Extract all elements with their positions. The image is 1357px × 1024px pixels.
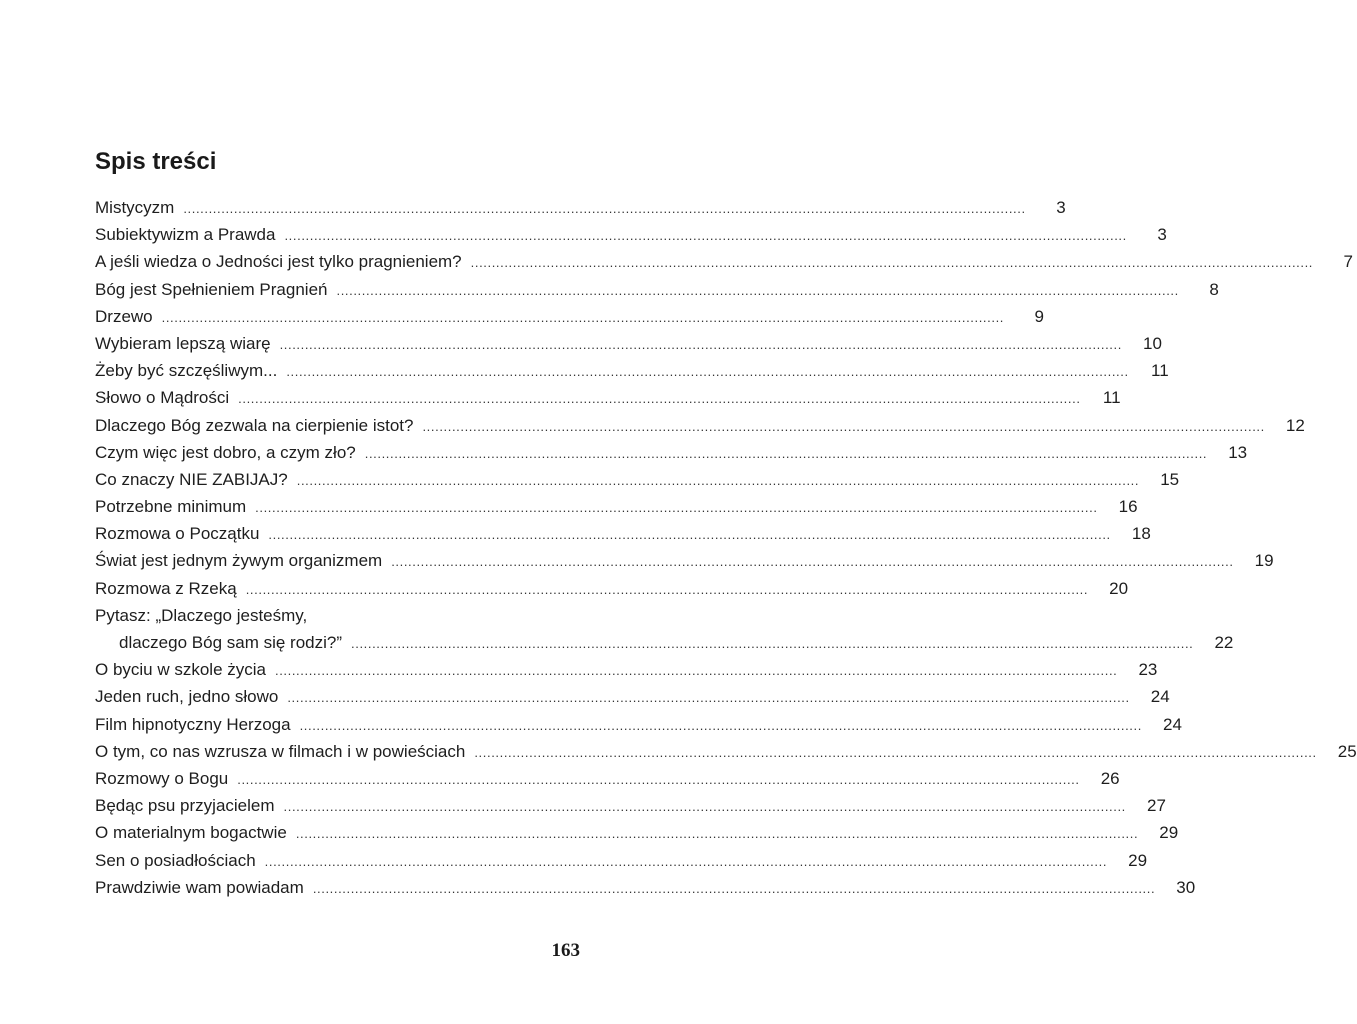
toc-page-number: 11 [1102,388,1121,408]
dot-leader: ........................................................................................................................................................................................................ [264,853,1108,869]
toc-entry [95,384,1121,411]
toc-entry-line [95,847,1148,874]
toc-entry-title: Żeby być szczęśliwym... [95,361,278,381]
toc-entry-title: Świat jest jednym żywym organizmem [95,551,383,571]
toc-entry-line [95,221,1167,248]
toc-entry-line [95,738,1357,765]
toc-entry-line [95,683,1170,710]
dot-leader: ........................................................................................................................................................................................................ [245,581,1089,597]
page-title: Spis treści [95,148,217,175]
toc-entry-title: Subiektywizm a Prawda [95,225,276,245]
toc-page-number: 18 [1131,524,1151,544]
dot-leader: ........................................................................................................................................................................................................ [336,282,1179,298]
dot-leader: ........................................................................................................................................................................................................ [364,445,1208,461]
toc-entry [95,602,1234,656]
toc-entry-title: Potrzebne minimum [95,497,247,517]
dot-leader: ........................................................................................................................................................................................................ [183,201,1026,216]
toc-entry-title: Prawdziwie wam powiadam [95,877,304,897]
toc-entry [95,357,1169,384]
toc-page-number: 22 [1214,633,1234,652]
toc-page-number: 19 [1254,551,1274,571]
toc-entry [95,466,1180,493]
dot-leader: ........................................................................................................................................................................................................ [470,255,1314,271]
toc-page-number: 29 [1159,823,1179,843]
toc-page-number: 24 [1150,687,1170,707]
toc-entry-title: dlaczego Bóg sam się rodzi?” [119,633,343,652]
toc-entry [95,520,1151,547]
toc-page-number: 20 [1109,578,1129,598]
page-number: 163 [551,940,580,961]
toc-entry-title: Będąc psu przyjacielem [95,796,275,816]
toc-entry-line [95,575,1129,602]
table-of-contents [95,194,1357,901]
toc-entry-line [95,248,1354,275]
toc-entry-title: Czym więc jest dobro, a czym zło? [95,442,356,462]
toc-entry-title: A jeśli wiedza o Jedności jest tylko pragnieniem? [95,252,462,272]
toc-entry-title: Dlaczego Bóg zezwala na cierpienie istot? [95,415,414,435]
toc-page-number: 25 [1337,741,1357,761]
toc-entry [95,330,1162,357]
toc-entry [95,847,1148,874]
toc-page-number: 26 [1100,768,1120,788]
toc-entry-title: Pytasz: „Dlaczego jesteśmy, [95,605,308,625]
toc-entry [95,303,1044,330]
toc-entry-line [95,711,1182,738]
toc-entry-line [95,547,1274,574]
toc-entry-title: Film hipnotyczny Herzoga [95,714,291,734]
toc-entry-title: O byciu w szkole życia [95,660,266,680]
dot-leader: ........................................................................................................................................................................................................ [295,826,1139,842]
toc-entry-line [95,194,1066,221]
toc-entry-line [95,330,1162,357]
toc-entry-title: Drzewo [95,306,153,326]
toc-entry-title: Bóg jest Spełnieniem Pragnień [95,279,328,299]
dot-leader: ........................................................................................................................................................................................................ [284,228,1127,244]
toc-page-number: 11 [1151,361,1169,381]
toc-page-number: 16 [1118,497,1138,517]
toc-entry [95,765,1120,792]
toc-entry-line [95,439,1248,466]
toc-entry-line [95,466,1180,493]
toc-entry [95,792,1166,819]
dot-leader: ........................................................................................................................................................................................................ [255,500,1098,516]
toc-entry [95,711,1182,738]
toc-entry-line [95,276,1219,303]
toc-page-number: 10 [1143,333,1162,353]
dot-leader: ........................................................................................................................................................................................................ [279,336,1122,352]
toc-page-number: 9 [1034,306,1044,326]
toc-page-number: 30 [1176,877,1196,897]
toc-entry-line [95,602,580,629]
dot-leader: ........................................................................................................................................................................................................ [299,717,1142,733]
toc-entry-title: Jeden ruch, jedno słowo [95,687,279,707]
dot-leader: ........................................................................................................................................................................................................ [296,472,1140,488]
dot-leader: ........................................................................................................................................................................................................ [283,799,1126,815]
toc-entry-line [95,792,1166,819]
dot-leader: ........................................................................................................................................................................................................ [474,744,1317,760]
dot-leader: ........................................................................................................................................................................................................ [275,663,1118,679]
toc-entry [95,656,1158,683]
toc-page-number: 3 [1157,225,1167,245]
toc-page-number: 7 [1343,252,1354,272]
toc-page-number: 3 [1056,198,1066,217]
toc-entry [95,819,1179,846]
toc-entry [95,248,1354,275]
toc-page-number: 29 [1128,850,1148,870]
toc-entry-line [95,384,1121,411]
toc-entry [95,874,1196,901]
toc-entry [95,276,1219,303]
toc-entry-title: Rozmowy o Bogu [95,768,229,788]
toc-entry-line [95,819,1179,846]
toc-page-number: 24 [1163,714,1182,734]
toc-entry [95,221,1167,248]
toc-entry-line [95,656,1158,683]
toc-entry [95,575,1129,602]
dot-leader: ........................................................................................................................................................................................................ [351,636,1194,651]
toc-page-number: 8 [1209,279,1219,299]
toc-entry-line [95,357,1169,384]
toc-entry [95,547,1274,574]
toc-entry-title: Mistycyzm [95,198,175,217]
toc-entry-title: O tym, co nas wzrusza w filmach i w powieściach [95,741,466,761]
toc-entry-title: Sen o posiadłościach [95,850,256,870]
toc-entry-line [95,520,1151,547]
toc-entry-title: O materialnym bogactwie [95,823,287,843]
dot-leader: ........................................................................................................................................................................................................ [422,418,1265,434]
toc-entry-line [95,765,1120,792]
toc-entry-line [95,493,1138,520]
toc-entry [95,683,1170,710]
toc-entry-title: Rozmowa z Rzeką [95,578,237,598]
dot-leader: ........................................................................................................................................................................................................ [268,527,1111,543]
toc-entry-title: Co znaczy NIE ZABIJAJ? [95,469,288,489]
toc-entry-title: Rozmowa o Początku [95,524,260,544]
dot-leader: ........................................................................................................................................................................................................ [287,690,1130,706]
toc-entry-title: Wybieram lepszą wiarę [95,333,271,353]
toc-page-number: 23 [1138,660,1158,680]
toc-entry [95,493,1138,520]
toc-entry [95,194,1066,221]
dot-leader: ........................................................................................................................................................................................................ [286,364,1129,380]
dot-leader: ........................................................................................................................................................................................................ [238,391,1081,407]
toc-entry-title: Słowo o Mądrości [95,388,230,408]
toc-page-number: 27 [1146,796,1166,816]
dot-leader: ........................................................................................................................................................................................................ [312,880,1156,896]
toc-page-number: 13 [1228,442,1248,462]
toc-entry [95,439,1248,466]
toc-entry-line [95,874,1196,901]
toc-entry-line [95,412,1305,439]
dot-leader: ........................................................................................................................................................................................................ [237,771,1080,787]
toc-entry [95,738,1357,765]
dot-leader: ........................................................................................................................................................................................................ [391,554,1234,570]
toc-entry-line [95,629,1234,656]
dot-leader: ........................................................................................................................................................................................................ [161,309,1004,325]
toc-page-number: 12 [1285,415,1305,435]
toc-entry-line [95,303,1044,330]
toc-page-number: 15 [1160,469,1180,489]
toc-entry [95,412,1305,439]
